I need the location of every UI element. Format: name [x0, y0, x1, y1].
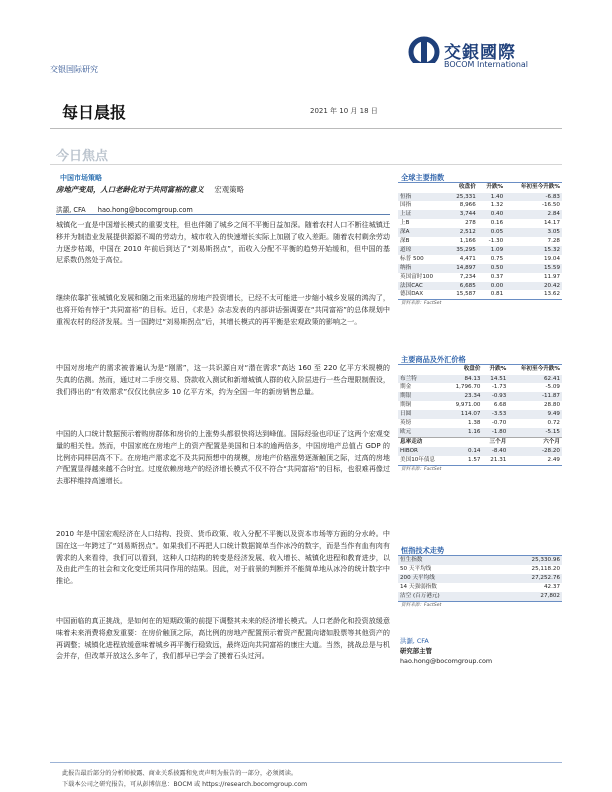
row-value: 27,802: [492, 592, 562, 601]
footer-disclaimer: 此报告最后部分的分析师披露、商业关系披露和免责声明为报告的一部分，必须阅读。: [62, 770, 298, 777]
analyst-contact: [400, 636, 492, 666]
row-value: 114.07: [447, 410, 483, 419]
row-label: 上B: [400, 220, 410, 227]
row-value: 14.51: [482, 375, 508, 384]
indices-title: 全球主要指数: [398, 172, 562, 183]
row-value: 9,971.00: [455, 402, 481, 409]
table-row: [398, 237, 562, 246]
header-cell: [447, 437, 483, 447]
row-label: 期银: [398, 392, 447, 401]
page-title: 每日晨报: [62, 103, 127, 122]
row-value: 25,330.96: [492, 556, 562, 565]
row-value: -28.20: [508, 447, 562, 456]
row-label: 英国富时100: [400, 273, 434, 280]
contact-email[interactable]: hao.hong@bocomgroup.com: [400, 657, 493, 665]
row-value: 0.75: [490, 255, 504, 262]
table-row: [398, 583, 562, 592]
table-row: [398, 592, 562, 601]
author-name: 洪灝, CFA: [56, 206, 86, 214]
author-divider: [56, 214, 390, 215]
table-row: [398, 282, 562, 291]
row-label: 200 天平均线: [398, 574, 492, 583]
row-value: 20.42: [505, 282, 562, 291]
row-value: -0.93: [482, 392, 508, 401]
table-row: [398, 383, 562, 392]
header-cell: 三个月: [482, 437, 508, 447]
table-row: [398, 255, 562, 264]
article-paragraph: 中国的人口统计数据预示着购房群体和房价的上涨势头都很快将达到峰值。国际经验也印证了这两个宏观变量的相关性。然而，中国家庭在房地产上的资产配置是美国和日本的逾两倍多，中国房地产总值占 GDP 的比例亦同样居高不下。在房地产需求迄不及共同预想中的规模，房地产价格涨势逐渐触顶之际，过高的房地产配置显得越来越不合时宜。过度依赖房地产的经济增长模式不仅不符合“共同富裕”的目标，也很难再像过去那样维持高速增长。: [56, 429, 390, 486]
row-value: 42.37: [543, 583, 560, 590]
row-value: 14,897: [447, 264, 478, 273]
row-value: -1.73: [491, 384, 507, 391]
row-value: 25,331: [447, 193, 478, 202]
row-value: 1.16: [447, 428, 483, 437]
row-value: -5.15: [508, 428, 562, 437]
table-row: [398, 419, 562, 428]
row-value: 4,471: [459, 255, 476, 262]
row-label: 欧元: [398, 428, 447, 437]
headline-text: 房地产变局，人口老龄化对于共同富裕的意义: [56, 185, 204, 194]
row-label: 标普 500: [400, 255, 424, 262]
bocom-logo-icon: [408, 36, 440, 72]
article-tag: 宏观策略: [214, 185, 244, 194]
table-row: [398, 428, 562, 437]
table-row: [398, 556, 562, 565]
row-value: 1.32: [490, 202, 504, 209]
header-cell: [398, 365, 447, 375]
table-row: [398, 219, 562, 228]
row-value: 15.32: [505, 246, 562, 255]
table-row: [398, 193, 562, 202]
row-value: 2,512: [447, 228, 478, 237]
row-value: 62.41: [508, 375, 562, 384]
row-value: 21.31: [490, 457, 507, 464]
contact-team: 研究部主管: [400, 647, 432, 655]
footer-download-info[interactable]: 下载本公司之研究报告，可从彭博信息：BOCM 或 https://research.bocomgroup.com: [62, 781, 308, 788]
table-row: [398, 456, 562, 465]
row-value: 0.81: [490, 291, 504, 298]
row-label: 纳指: [398, 264, 447, 273]
header-cell: 年初至今升跌%: [520, 366, 560, 372]
article-paragraph: 继续依靠扩张城镇化发展和随之而来迅猛的房地产投资增长，已经不太可能进一步缩小城乡发展的鸿沟了，也将开始有悖于“共同富裕”的目标。近日，《求是》杂志发表的内部讲话强调要在“共同富裕”的总体规划中重视农村的经济发展。当一国跨过“刘易斯拐点”后，其增长模式的再平衡是宏观政策的影响之一。: [56, 293, 390, 326]
row-value: 0.37: [490, 273, 504, 280]
row-value: 11.97: [543, 273, 560, 280]
logo-english-text: BOCOM International: [444, 60, 529, 69]
technical-box: [398, 545, 562, 609]
row-value: 84.13: [447, 375, 483, 384]
footer-divider: [50, 762, 562, 763]
row-value: 13.62: [543, 291, 560, 298]
row-value: 1,796.70: [455, 384, 481, 391]
table-header-row: [398, 365, 562, 375]
indices-box: [398, 172, 562, 307]
row-value: -5.09: [545, 384, 560, 391]
article-paragraph: 中国面临的真正挑战，是如何在的短期政策的前提下调整其未来的经济增长模式。人口老龄化和投资放缓意味着未来消费将愈发重要：在房价触顶之际，高比例的房地产配置预示着资产配置向诸如股票等其他资产的再调整；城镇化进程放缓意味着城乡再平衡行稳致远，最终迈向共同富裕的康庄大道。当然，挑战总是与机会并存，但改革开放这么多年了，我们都早已学会了摸着石头过河。: [56, 616, 390, 661]
author-email[interactable]: hao.hong@bocomgroup.com: [97, 206, 193, 214]
rates-header-row: [398, 437, 562, 447]
row-value: 1,166: [459, 238, 476, 245]
section-title: 今日焦点: [56, 149, 109, 164]
row-label: 恒生指数: [398, 556, 492, 565]
row-value: 0.72: [547, 420, 560, 427]
row-value: -6.83: [505, 193, 562, 202]
row-value: 25,118.20: [531, 565, 560, 572]
row-label: 英镑: [400, 420, 412, 427]
row-value: -1.80: [482, 428, 508, 437]
commodities-table: [398, 365, 562, 465]
row-value: 7.28: [547, 238, 560, 245]
table-row: [398, 210, 562, 219]
table-row: [398, 401, 562, 410]
row-label: 沽空 (百万港元): [398, 592, 492, 601]
author-line: [56, 204, 390, 214]
row-label: HIBOR: [398, 447, 447, 456]
row-value: 0.16: [490, 220, 504, 227]
article-paragraph: 2010 年是中国宏观经济在人口结构、投资、货币政策、收入分配不平衡以及资本市场等方面的分水岭。中国在这一年跨过了“刘易斯拐点”。如果我们不再把人口统计数据简单当作冰冷的数字，而是当作有血有肉有需求的人来看待，我们可以看到，这种人口结构的转变是经济发展、收入增长、城镇化进程和教育进步，以及由此产生的社会和文化变迁所共同作用的结果。因此，对于前景的判断并不能简单地从冰冷的统计数字中推论。: [56, 529, 390, 586]
table-row: [398, 565, 562, 574]
table-header-row: [398, 183, 562, 193]
table-row: [398, 290, 562, 299]
table-row: [398, 228, 562, 237]
row-value: -3.53: [482, 410, 508, 419]
indices-table: [398, 183, 562, 299]
row-value: 2.49: [547, 457, 560, 464]
header-cell: 收盘价: [459, 184, 476, 190]
row-value: 0.05: [478, 228, 505, 237]
row-label: 布兰特: [398, 375, 447, 384]
row-value: 14.17: [543, 220, 560, 227]
commodities-title: 主要商品及外汇价格: [398, 354, 562, 365]
header-cell: 六个月: [508, 437, 562, 447]
header-cell: [398, 183, 447, 193]
row-value: -0.70: [491, 420, 507, 427]
article-paragraph: 中国对房地产的需求被普遍认为是“刚需”，这一共识源自对“潜在需求”高达 160 至 220 亿平方米规模的失真的估测。然而，通过对二手房交易、贷款收入测试和新增城镇人群的收入阶层进行一些合理限制假设，我们得出的“有效需求”仅仅比供应多 10 亿平方米，约为全国一年的新房销售总量。: [56, 363, 390, 396]
header-cell: 升跌%: [486, 184, 504, 190]
row-value: 8,966: [459, 202, 476, 209]
technical-source: 资料来源：FactSet: [398, 601, 562, 609]
row-label: 恒指: [398, 193, 447, 202]
header-cell: 息率走动: [398, 437, 447, 447]
row-value: 6,685: [447, 282, 478, 291]
row-label: 国指: [400, 202, 412, 209]
row-label: 深B: [400, 238, 410, 245]
row-label: 道琼: [398, 246, 447, 255]
article-headline: [56, 184, 390, 195]
row-value: 278: [465, 220, 476, 227]
row-value: -11.87: [508, 392, 562, 401]
table-row: [398, 574, 562, 583]
row-value: 3.05: [505, 228, 562, 237]
company-logo: [408, 36, 568, 76]
table-row: [398, 264, 562, 273]
row-value: 27,252.76: [492, 574, 562, 583]
table-row: [398, 410, 562, 419]
row-value: 15.59: [505, 264, 562, 273]
table-row: [398, 392, 562, 401]
row-label: 50 天平均线: [400, 565, 432, 572]
row-value: -16.50: [541, 202, 560, 209]
row-value: 9.49: [508, 410, 562, 419]
row-value: 6.68: [493, 402, 507, 409]
row-label: 期金: [400, 384, 412, 391]
row-value: 35,295: [447, 246, 478, 255]
technical-table: [398, 556, 562, 601]
logo-chinese-text: 交銀國際: [444, 43, 516, 63]
row-value: 3,744: [447, 210, 478, 219]
technical-title: 恒指技术走势: [398, 545, 562, 556]
row-value: -8.40: [482, 447, 508, 456]
report-date: 2021 年 10 月 18 日: [310, 107, 378, 115]
row-value: 0.50: [478, 264, 505, 273]
header-cell: 年初至今升跌%: [520, 184, 560, 190]
commodities-source: 资料来源：FactSet: [398, 465, 562, 473]
row-label: 14 天强弱指数: [400, 583, 437, 590]
row-label: 美国10年债息: [400, 457, 436, 464]
section-divider: [50, 164, 562, 165]
row-value: 19.04: [543, 255, 560, 262]
row-value: 0.40: [478, 210, 505, 219]
article-category: 中国市场策略: [60, 174, 102, 182]
row-value: 1.57: [468, 457, 481, 464]
row-label: 期铜: [400, 402, 412, 409]
contact-name: 洪灝, CFA: [400, 637, 429, 645]
indices-source: 资料来源：FactSet: [398, 299, 562, 307]
row-label: 法国CAC: [398, 282, 447, 291]
header-divider: [50, 128, 562, 129]
table-row: [398, 273, 562, 282]
header-cell: 升跌%: [489, 366, 507, 372]
row-value: -1.30: [488, 238, 504, 245]
row-value: 0.00: [478, 282, 505, 291]
table-row: [398, 375, 562, 384]
row-value: 23.34: [447, 392, 483, 401]
row-value: 2.84: [505, 210, 562, 219]
commodities-box: [398, 354, 562, 473]
row-label: 深A: [398, 228, 447, 237]
table-row: [398, 201, 562, 210]
row-value: 0.14: [447, 447, 483, 456]
row-value: 15,587: [456, 291, 476, 298]
brand-name: 交银国际研究: [50, 65, 98, 74]
row-label: 上证: [398, 210, 447, 219]
table-row: [398, 246, 562, 255]
article-paragraph: 城镇化一直是中国增长模式的重要支柱，但也伴随了城乡之间不平衡日益加深。随着农村人口不断往城镇迁移并为制造业发展提供源源不竭的劳动力，城市收入的快速增长实际上加剧了收入差距。随着农村剩余劳动力逐步枯竭，中国在 2010 年前后到达了“刘易斯拐点”，而收入分配不平衡的趋势开始缓和，但中国的基尼系数仍然处于高位。: [56, 220, 390, 265]
row-value: 1.40: [478, 193, 505, 202]
row-value: 7,234: [459, 273, 476, 280]
row-label: 日圆: [398, 410, 447, 419]
table-row: [398, 447, 562, 456]
row-value: 1.09: [478, 246, 505, 255]
row-value: 1.38: [468, 420, 481, 427]
header-cell: 收盘价: [463, 366, 481, 372]
row-value: 28.80: [543, 402, 560, 409]
row-label: 德国DAX: [400, 291, 424, 298]
